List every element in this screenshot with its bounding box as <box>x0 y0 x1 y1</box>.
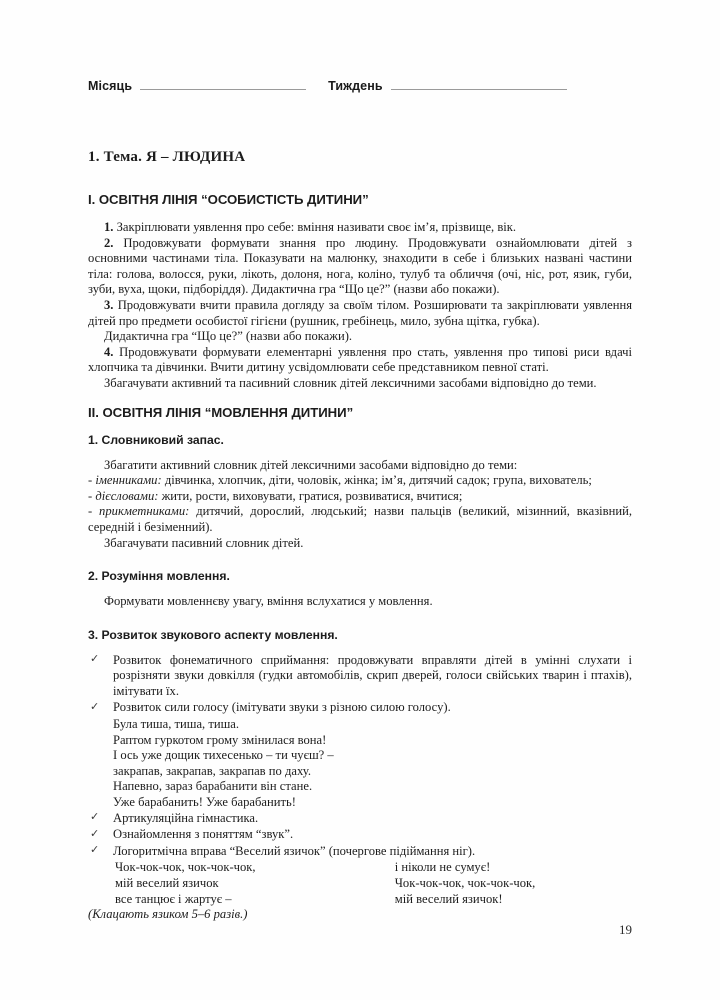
pos-label: прикметниками: <box>99 504 190 519</box>
check-icon: ✓ <box>90 844 100 857</box>
sound-check-list-continued <box>88 811 632 860</box>
list-item <box>88 844 632 860</box>
list-item-text: Логоритмічна вправа “Веселий язичок” (почергове підіймання ніг). <box>113 843 476 858</box>
comprehension-text: Формувати мовленнєву увагу, вміння вслухатися у мовлення. <box>104 594 433 609</box>
subsection-sound-title: 3. Розвиток звукового аспекту мовлення. <box>88 627 338 642</box>
list-item-text: Розвиток сили голосу (імітувати звуки з різною силою голосу). <box>113 700 451 715</box>
item-number: 1. <box>104 220 114 234</box>
item-text: Закріплювати уявлення про себе: вміння називати своє ім’я, прізвище, вік. <box>113 220 517 234</box>
verse-column-right <box>395 860 632 907</box>
page-number: 19 <box>619 922 632 937</box>
section-two-heading: II. ОСВІТНЯ ЛІНІЯ “МОВЛЕННЯ ДИТИНИ” <box>88 404 354 420</box>
pos-label: дієсловами: <box>95 488 159 503</box>
list-item <box>88 811 632 827</box>
vocabulary-closing: Збагачувати пасивний словник дітей. <box>104 535 304 550</box>
section-one-item <box>88 298 632 329</box>
tongue-verse <box>88 860 632 907</box>
verse-line: і ніколи не сумує! <box>394 860 491 875</box>
item-text: Продовжувати вчити правила догляду за своїм тілом. Розширювати та закріплювати уявлення дітей про предмети особистої гігієни (рушник, гребінець, мило, зубна щітка, губка). <box>88 297 632 328</box>
poem-line: Була тиша, тиша, тиша. <box>113 717 240 732</box>
vocabulary-lead: Збагатити активний словник дітей лексичними засобами відповідно до теми: <box>104 457 518 472</box>
pos-words: дівчинка, хлопчик, діти, чоловік, жінка; ім’я, дитячий садок; група, вихователь; <box>161 473 592 488</box>
item-text: Продовжувати формувати елементарні уявлення про стать, уявлення про типові риси вдачі хлопчика та дівчинки. Вчити дитину усвідомлювати себе представником певної статі. <box>88 344 632 375</box>
section-one-item <box>88 345 632 376</box>
didactic-game-line: Дидактична гра “Що це?” (назви або покажи). <box>104 329 353 344</box>
item-number: 4. <box>104 344 114 359</box>
page-content <box>88 78 632 923</box>
subsection-vocabulary-title: 1. Словниковий запас. <box>88 432 224 447</box>
item-number: 3. <box>104 297 114 312</box>
verse-line: все танцює і жартує – <box>115 891 232 906</box>
month-label: Місяць <box>88 79 133 93</box>
verse-column-left <box>115 860 395 907</box>
section-one-heading: I. ОСВІТНЯ ЛІНІЯ “ОСОБИСТІСТЬ ДИТИНИ” <box>88 192 369 207</box>
list-item-text: Артикуляційна гімнастика. <box>113 810 259 825</box>
subsection-comprehension-title: 2. Розуміння мовлення. <box>88 569 230 584</box>
list-item <box>88 653 632 700</box>
verse-line: Чок-чок-чок, чок-чок-чок, <box>394 876 536 890</box>
list-item <box>88 700 632 716</box>
check-icon: ✓ <box>90 811 100 824</box>
verse-line: мій веселий язичок <box>115 876 219 890</box>
month-input-rule[interactable] <box>140 78 306 90</box>
list-item <box>88 827 632 843</box>
poem-line: закрапав, закрапав, закрапав по даху. <box>113 763 311 778</box>
section-one-closing: Збагачувати активний та пасивний словник дітей лексичними засобами відповідно до теми. <box>104 375 597 390</box>
check-icon: ✓ <box>90 700 100 713</box>
section-one-item <box>88 220 632 236</box>
check-icon: ✓ <box>90 653 100 666</box>
poem-line: Уже барабанить! Уже барабанить! <box>113 795 296 810</box>
pos-words: дитячий, дорослий, людський; назви пальців (великий, мізинний, вказівний, середній і безіменний). <box>88 504 632 534</box>
vocabulary-entry-nouns: - іменниками: дівчинка, хлопчик, діти, чоловік, жінка; ім’я, дитячий садок; група, вихователь; <box>88 473 592 488</box>
verse-line: мій веселий язичок! <box>394 891 503 906</box>
check-icon: ✓ <box>90 827 100 840</box>
vocabulary-entry-adjectives: - прикметниками: дитячий, дорослий, людський; назви пальців (великий, мізинний, вказівний, середній і безіменний). <box>88 504 632 534</box>
poem-line: І ось уже дощик тихесенько – ти чуєш? – <box>113 748 334 763</box>
rain-poem <box>88 717 632 811</box>
week-input-rule[interactable] <box>391 78 567 90</box>
pos-words: жити, рости, виховувати, гратися, розвиватися, вчитися; <box>158 488 463 503</box>
list-item-text: Розвиток фонематичного сприймання: продовжувати вправляти дітей в умінні слухати і розрізняти звуки довкілля (гудки автомобілів, скрип дверей, голоси свійських тварин і птахів), імітувати їх. <box>113 652 632 698</box>
sound-check-list <box>88 653 632 716</box>
item-number: 2. <box>104 235 114 250</box>
vocabulary-entry-verbs: - дієсловами: жити, рости, виховувати, гратися, розвиватися, вчитися; <box>88 488 463 503</box>
form-header <box>88 78 632 93</box>
week-label: Тиждень <box>328 79 383 93</box>
list-item-text: Ознайомлення з поняттям “звук”. <box>113 827 294 842</box>
poem-line: Раптом гуркотом грому змінилася вона! <box>113 732 327 747</box>
theme-title: 1. Тема. Я – ЛЮДИНА <box>88 149 246 165</box>
pos-label: іменниками: <box>95 473 162 488</box>
poem-line: Напевно, зараз барабанити він стане. <box>113 779 313 794</box>
item-text: Продовжувати формувати знання про людину. Продовжувати ознайомлювати дітей з основними частинами тіла. Показувати на малюнку, знаходити в себе і близьких названі частини тіла: голова, волосся, руки, лікоть, долоня, нога, коліно, тулуб та обличчя (очі, ніс, рот, язик, губи, зуби, вуха, щоки, підборіддя). Дидактична гра “Що це?” (назви або покажи). <box>88 235 632 297</box>
verse-line: Чок-чок-чок, чок-чок-чок, <box>115 860 256 875</box>
section-one-item <box>88 236 632 298</box>
stage-direction-note: (Клацають язиком 5–6 разів.) <box>88 907 248 922</box>
